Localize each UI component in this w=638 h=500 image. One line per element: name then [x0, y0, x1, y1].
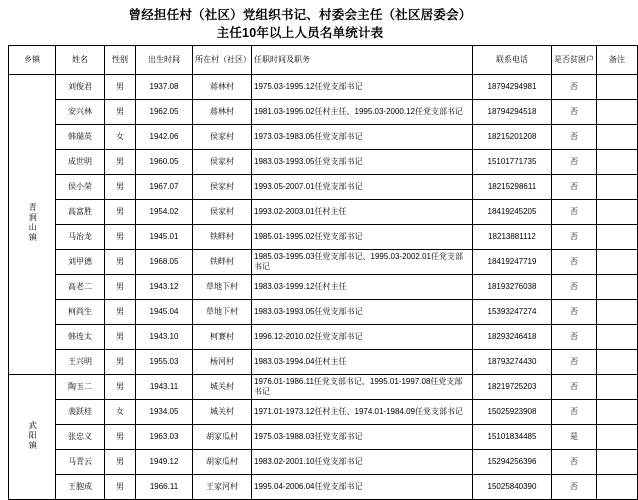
cell-job: 1985.03-1995.03任党支部书记、1995.03-2002.01任党支部书记: [252, 250, 473, 275]
cell-note: [597, 125, 638, 150]
cell-sex: 男: [105, 150, 136, 175]
cell-job: 1976.01-1986.11任党支部书记、1995.01-1997.08任党支部书记: [252, 375, 473, 400]
cell-birth: 1967.07: [136, 175, 193, 200]
cell-poverty: 否: [552, 75, 597, 100]
column-header-phone: 联系电话: [473, 46, 552, 75]
cell-location: 柯赛村: [193, 325, 252, 350]
cell-job: 1975.03-1995.12任党支部书记: [252, 75, 473, 100]
table-row: [9, 375, 638, 400]
cell-sex: 男: [105, 275, 136, 300]
cell-birth: 1937.08: [136, 75, 193, 100]
town-label: 青涧山镇: [28, 203, 38, 244]
cell-sex: 男: [105, 350, 136, 375]
column-header-poverty: 是否贫困户: [552, 46, 597, 75]
cell-phone: 15294256396: [473, 450, 552, 475]
cell-note: [597, 325, 638, 350]
table-row: [9, 150, 638, 175]
cell-sex: 男: [105, 375, 136, 400]
cell-location: 胡家瓜村: [193, 425, 252, 450]
cell-sex: 女: [105, 125, 136, 150]
cell-birth: 1942.06: [136, 125, 193, 150]
cell-name: 王胞成: [56, 475, 105, 500]
table-row: [9, 250, 638, 275]
cell-name: 张忠义: [56, 425, 105, 450]
cell-note: [597, 225, 638, 250]
cell-note: [597, 450, 638, 475]
cell-poverty: 否: [552, 475, 597, 500]
cell-name: 马青云: [56, 450, 105, 475]
cell-birth: 1966.11: [136, 475, 193, 500]
cell-note: [597, 350, 638, 375]
town-group-cell: [9, 375, 56, 500]
town-label: 武阳镇: [28, 420, 38, 451]
cell-name: 安兴林: [56, 100, 105, 125]
cell-phone: 18794294518: [473, 100, 552, 125]
cell-location: 蒋林村: [193, 75, 252, 100]
column-header-note: 备注: [597, 46, 638, 75]
cell-phone: 18213881112: [473, 225, 552, 250]
cell-job: 1983.03-1993.05任党支部书记: [252, 150, 473, 175]
cell-job: 1993.05-2007.01任党支部书记: [252, 175, 473, 200]
cell-sex: 男: [105, 300, 136, 325]
cell-job: 1996.12-2010.02任党支部书记: [252, 325, 473, 350]
cell-poverty: 否: [552, 150, 597, 175]
cell-job: 1983.03-1999.12任村主任: [252, 275, 473, 300]
cell-name: 裴跃桂: [56, 400, 105, 425]
cell-poverty: 是: [552, 425, 597, 450]
column-header-town: 乡镇: [9, 46, 56, 75]
personnel-table: [8, 45, 638, 500]
cell-phone: 18215201208: [473, 125, 552, 150]
table-row: [9, 75, 638, 100]
table-row: [9, 300, 638, 325]
cell-sex: 男: [105, 200, 136, 225]
column-header-birth: 出生时间: [136, 46, 193, 75]
cell-note: [597, 75, 638, 100]
cell-sex: 男: [105, 225, 136, 250]
town-group-cell: [9, 75, 56, 375]
title-line-2: 主任10年以上人员名单统计表: [216, 26, 384, 41]
cell-poverty: 否: [552, 100, 597, 125]
cell-poverty: 否: [552, 350, 597, 375]
cell-note: [597, 300, 638, 325]
column-header-name: 姓名: [56, 46, 105, 75]
table-header: [9, 46, 638, 75]
cell-name: 柯尚生: [56, 300, 105, 325]
cell-name: 成世明: [56, 150, 105, 175]
cell-sex: 男: [105, 475, 136, 500]
cell-sex: 男: [105, 75, 136, 100]
cell-birth: 1945.01: [136, 225, 193, 250]
cell-name: 高富胜: [56, 200, 105, 225]
cell-birth: 1960.05: [136, 150, 193, 175]
cell-poverty: 否: [552, 400, 597, 425]
cell-birth: 1954.02: [136, 200, 193, 225]
cell-job: 1995.04-2006.04任党支部书记: [252, 475, 473, 500]
cell-poverty: 否: [552, 125, 597, 150]
cell-poverty: 否: [552, 325, 597, 350]
cell-note: [597, 425, 638, 450]
column-header-job: 任职时间及职务: [252, 46, 473, 75]
cell-job: 1985.01-1995.02任党支部书记: [252, 225, 473, 250]
cell-birth: 1943.10: [136, 325, 193, 350]
cell-location: 王家河村: [193, 475, 252, 500]
cell-poverty: 否: [552, 375, 597, 400]
cell-sex: 男: [105, 450, 136, 475]
cell-name: 刘俊君: [56, 75, 105, 100]
cell-location: 侯家村: [193, 175, 252, 200]
cell-job: 1983.03-1994.04任村主任: [252, 350, 473, 375]
cell-birth: 1955.03: [136, 350, 193, 375]
cell-job: 1993.02-2003.01任村主任: [252, 200, 473, 225]
cell-poverty: 否: [552, 250, 597, 275]
cell-poverty: 否: [552, 300, 597, 325]
cell-birth: 1945.04: [136, 300, 193, 325]
cell-name: 马治龙: [56, 225, 105, 250]
column-header-location: 所在村（社区）: [193, 46, 252, 75]
cell-job: 1975.03-1988.03任党支部书记: [252, 425, 473, 450]
cell-phone: 18215298611: [473, 175, 552, 200]
cell-poverty: 否: [552, 225, 597, 250]
cell-job: 1983.03-1993.05任党支部书记: [252, 300, 473, 325]
cell-note: [597, 475, 638, 500]
cell-name: 侯小荣: [56, 175, 105, 200]
cell-phone: 18793274430: [473, 350, 552, 375]
cell-location: 侯家村: [193, 200, 252, 225]
cell-location: 胡家瓜村: [193, 450, 252, 475]
cell-birth: 1963.03: [136, 425, 193, 450]
cell-phone: 15025923908: [473, 400, 552, 425]
cell-note: [597, 400, 638, 425]
table-row: [9, 450, 638, 475]
cell-poverty: 否: [552, 175, 597, 200]
cell-name: 韩连太: [56, 325, 105, 350]
cell-location: 铁畔村: [193, 225, 252, 250]
cell-location: 铁畔村: [193, 250, 252, 275]
cell-name: 高老二: [56, 275, 105, 300]
cell-location: 蒋林村: [193, 100, 252, 125]
cell-sex: 女: [105, 400, 136, 425]
cell-job: 1981.03-1995.02任村主任、1995.03-2000.12任党支部书记: [252, 100, 473, 125]
cell-note: [597, 150, 638, 175]
cell-phone: 15101771735: [473, 150, 552, 175]
table-row: [9, 400, 638, 425]
cell-location: 侯家村: [193, 125, 252, 150]
cell-phone: 15393247274: [473, 300, 552, 325]
table-row: [9, 200, 638, 225]
cell-job: 1983.02-2001.10任党支部书记: [252, 450, 473, 475]
cell-poverty: 否: [552, 275, 597, 300]
cell-sex: 男: [105, 250, 136, 275]
cell-phone: 18293246418: [473, 325, 552, 350]
table-row: [9, 425, 638, 450]
cell-name: 韩瑞英: [56, 125, 105, 150]
table-row: [9, 475, 638, 500]
cell-note: [597, 200, 638, 225]
cell-sex: 男: [105, 100, 136, 125]
cell-location: 草地下村: [193, 300, 252, 325]
cell-note: [597, 175, 638, 200]
cell-phone: 18419247719: [473, 250, 552, 275]
cell-poverty: 否: [552, 200, 597, 225]
cell-phone: 15025840390: [473, 475, 552, 500]
cell-note: [597, 275, 638, 300]
cell-name: 刘甲德: [56, 250, 105, 275]
column-header-sex: 性别: [105, 46, 136, 75]
cell-location: 草地下村: [193, 275, 252, 300]
cell-phone: 18219725203: [473, 375, 552, 400]
cell-sex: 男: [105, 425, 136, 450]
table-row: [9, 125, 638, 150]
cell-birth: 1943.12: [136, 275, 193, 300]
table-row: [9, 175, 638, 200]
table-row: [9, 325, 638, 350]
cell-birth: 1968.05: [136, 250, 193, 275]
cell-birth: 1962.05: [136, 100, 193, 125]
cell-phone: 18193276038: [473, 275, 552, 300]
cell-name: 陶玉二: [56, 375, 105, 400]
title-line-1: 曾经担任村（社区）党组织书记、村委会主任（社区居委会）: [128, 8, 472, 22]
cell-name: 王兴明: [56, 350, 105, 375]
table-header-row: [9, 46, 638, 75]
cell-note: [597, 100, 638, 125]
document-title: [8, 6, 592, 45]
cell-sex: 男: [105, 175, 136, 200]
cell-sex: 男: [105, 325, 136, 350]
cell-birth: 1934.05: [136, 400, 193, 425]
cell-job: 1973.03-1983.05任党支部书记: [252, 125, 473, 150]
cell-note: [597, 375, 638, 400]
cell-birth: 1943.11: [136, 375, 193, 400]
table-row: [9, 275, 638, 300]
table-row: [9, 100, 638, 125]
cell-phone: 18794294981: [473, 75, 552, 100]
cell-location: 杨河村: [193, 350, 252, 375]
cell-job: 1971.01-1973.12任村主任、1974.01-1984.09任党支部书记: [252, 400, 473, 425]
cell-location: 侯家村: [193, 150, 252, 175]
cell-location: 城关村: [193, 375, 252, 400]
cell-phone: 15101834485: [473, 425, 552, 450]
table-row: [9, 350, 638, 375]
cell-phone: 18419245205: [473, 200, 552, 225]
cell-birth: 1949.12: [136, 450, 193, 475]
table-body: [9, 75, 638, 500]
cell-note: [597, 250, 638, 275]
table-row: [9, 225, 638, 250]
cell-location: 城关村: [193, 400, 252, 425]
cell-poverty: 否: [552, 450, 597, 475]
